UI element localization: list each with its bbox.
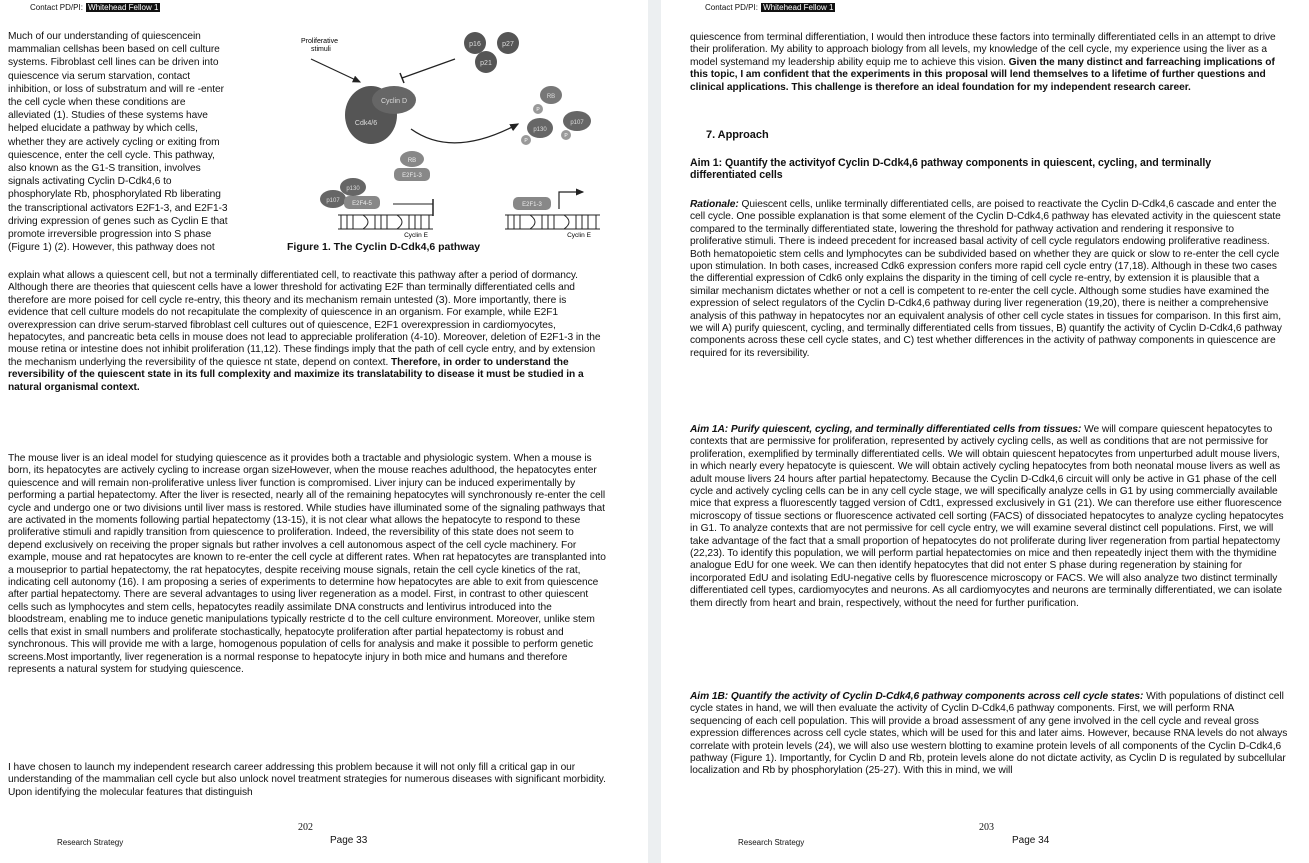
cont-text: quiescence from terminal differentiation, I would then introduce these factors into terminally differentiated cells in an attempt to drive their proliferation. My ability to approach biology from all levels, my knowledge of the cell cycle, my experience using the liver as a model systemand my leadership ability equip me to achieve this vision. [690, 32, 1276, 68]
aim1a-text: We will compare quiescent hepatocytes to contexts that are permissive for proliferation, represented by actively cycling cells, as well as conditions that are not permissive for proliferation, exemplified by terminally differentiated cells. We will obtain quiescent hepatocytes from unperturbed adult mouse livers, in which nearly every hepatocyte is quiescent. We will obtain actively cycling hepatocytes from both neonatal mouse livers as well as adult mouse livers 24 hours after partial hepatectomy. Because the Cyclin D-Cdk4,6 circuit will only be active in G1 phase of the cell cycle and actively cycling cells can be in any cell cycle stage, we will specifically analyze cells in G1 by using commercially available mice that express a fluorescently tagged version of Cdt1, expressed exclusively in G1 (21). We can therefore use either fluorescence microscopy of tissue sections or fluorescence activated cell sorting (FACS) of dissociated hepatocytes to analyze cycling hepatocytes in G1. To analyze contexts that are not permissive for cell cycle entry, we will examine several distinct cell populations. First, we will take advantage of the fact that a small proportion of hepatocytes do not proliferate during liver regeneration from partial hepatectomy (22,23). To identify this population, we will perform partial hepatectomies on mice and then repeatedly inject them with the thymidine analogue EdU for one week. We can then identify hepatocytes that did not enter S phase during regeneration by staining for incorporated EdU and isolating EdU-negative cells by fluorescence microscopy or FACS. We will also analyze two distinct terminally differentiated cell types, cardiomyocytes and neurons. As all cardiomyocytes and neurons are terminally differentiated, we can isolate them directly from heart and brain, respectively, without the need for further purification. [690, 424, 1284, 609]
aim1a-paragraph [690, 424, 1288, 610]
intro-line: also known as the G1-S transition, involves [8, 163, 201, 174]
pathway-figure [283, 29, 605, 257]
page-header [30, 3, 160, 12]
rationale-label: Rationale: [690, 199, 739, 210]
intro-line: the transcriptional activators E2F1-3, and E2F1-3 [8, 202, 228, 214]
intro-line: systems. Fibroblast cell lines can be driven into [8, 57, 219, 69]
e2f45-label: E2F4-5 [352, 201, 372, 207]
footer-section: Research Strategy [57, 838, 124, 847]
cont-bold-text: Given the many distinct and farreaching implications of this topic, I am confident that the experiments in this proposal will lend themselves to a lifetime of further questions and clinical applications. This challenge is therefore an ideal foundation for my independent research career. [690, 56, 1275, 93]
section-heading: 7. Approach [706, 129, 769, 141]
figure-caption: Figure 1. The Cyclin D-Cdk4,6 pathway [287, 241, 481, 253]
footer-number: 203 [979, 822, 994, 833]
career-paragraph: I have chosen to launch my independent research career addressing this problem because it will not only fill a critical gap in our understanding of the mammalian cell cycle but also unlock novel treatment strategies for numerous diseases with significant morbidity. Upon identifying the molecular features that distinguish [8, 762, 606, 798]
intro-line: (Figure 1) (2). However, this pathway does not [8, 242, 215, 254]
intro-bold-text: Therefore, in order to understand the reversibility of the quiescent state in its full complexity and maximize its translatability to disease it must be studied in a natural organismal context. [8, 356, 584, 393]
contact-name: Whitehead Fellow 1 [88, 3, 159, 12]
aim1a-label: Aim 1A: Purify quiescent, cycling, and terminally differentiated cells from tissues: [690, 424, 1082, 435]
cdk46-label: Cdk4/6 [354, 120, 378, 127]
liver-paragraph: The mouse liver is an ideal model for studying quiescence as it provides both a tractable and physiologic system. When a mouse is born, its hepatocytes are actively cycling to increase organ sizeHowever, when the mouse reaches adulthood, the hepatocytes enter quiescence and will remain non-proliferative unless liver function is compromised. Liver injury can be induced experimentally by performing a partial hepatectomy. After the liver is resected, nearly all of the remaining hepatocytes will synchronously re-enter the cell cycle and undergo one or two divisions until liver mass is restored. While studies have illuminated some of the signaling pathways that are activated in the moments following partial hepatectomy (13-15), it is not clear what allows the hepatocyte to respond to these proliferative stimuli and rapidly transition from quiescence to proliferation. Indeed, the reversibility of this state does not seem to depend exclusively on receiving the proper signals but rather involves a cell autonomous aspect of the cell cycle machinery. For example, mouse and rat hepatocytes are known to re-enter the cell cycle at different rates. When rat hepatocytes are transplanted into a mouseprior to partial hepatectomy, the rat hepatocytes, despite receiving mouse signals, retain the cell cycle kinetics of the rat, indicating cell autonomy (16). I am proposing a series of experiments to determine how hepatocytes are able to exit from quiescence after partial hepatectomy. There are several advantages to using liver regeneration as a model. First, in contrast to other quiescent cells such as lymphocytes and stem cells, hepatocytes readily assimilate DNA constructs and lentivirus introduced into the bloodstream, enabling me to induce genetic manipulations typically restricte d to the cell culture environment. Moreover, unlike stem cells that exist in small numbers and proliferate stochastically, hepatocyte proliferation after partial hepatectomy is robust and synchronous. This will provide me with a large, homogenous population of cells for analysis and make it possible to perform genetic screens.Most importantly, liver regeneration is a normal response to hepatocyte injury in both mice and humans and therefore represents a natural system for studying quiescence. [8, 453, 606, 675]
stimuli-arrow [311, 59, 360, 82]
intro-line: quiescence, enter the cell cycle. This pathway, [8, 149, 215, 161]
rb-label: RB [407, 158, 417, 164]
document-page-left [0, 0, 648, 863]
rationale-text: Quiescent cells, unlike terminally differentiated cells, are poised to reactivate the Cyclin D-Cdk4,6 cascade and enter the cell cycle. One possible explanation is that some element of the Cyclin D-Cdk4,6 pathway has elevated activity in the quiescent state compared to the terminally differentiated state, lowering the threshold for pathway activation and rendering it responsive to proliferative stimuli. There is indeed precedent for increased basal activity of cell cycle regulators endowing proliferative readiness. Both hematopoietic stem cells and lymphocytes can be subdivided based on whether they are quick or slow to re-enter the cell cycle upon stimulation. In both cases, increased Cdk6 expression confers more rapid cell cycle entry (17,18). Although in these two cases the differential expression of Cdk6 only explains the disparity in the timing of cell cycle re-entry, by extension it is plausible that a similar mechanism dictates whether or not a cell is competent to re-enter the cell cycle. Although some studies have examined the expression of select regulators of the Cyclin D-Cdk4,6 pathway during liver regeneration (19,20), there is neither a comprehensive analysis of this pathway in hepatocytes nor an equivalent analysis of other cell cycle states in tissues for comparison. In this first aim, we will A) purify quiescent, cycling, and terminally differentiated cells from tissues, B) quantify the activity of Cyclin D-Cdk4,6 pathway components across these cell cycle states, and C) test whether differences in the activity of pathway components in quiescence are required for its reversibility. [690, 199, 1282, 359]
p107-label: p107 [326, 198, 340, 204]
intro-line: signals activating Cyclin D-Cdk4,6 to [8, 176, 172, 188]
intro-line: promote irreversible progression into S phase [8, 229, 212, 240]
intro-line: whether they are actively cycling or exiting from [8, 136, 220, 148]
dna-left [338, 215, 433, 229]
p21-label: p21 [480, 60, 492, 67]
rb-phospho-label: RB [546, 94, 556, 100]
e2f13-repressed-label: E2F1-3 [402, 173, 422, 179]
footer-section: Research Strategy [738, 838, 805, 847]
footer-page: Page 34 [1012, 835, 1050, 846]
dna-right [505, 215, 600, 229]
intro-line: the cell cycle when these conditions are [8, 97, 186, 108]
fig-label-proliferative-stimuli: Proliferative [301, 38, 338, 45]
inhibition-line [402, 59, 455, 78]
contact-label: Contact PD/PI: [705, 3, 758, 12]
transcription-arrow [559, 192, 583, 209]
p16-label: p16 [469, 41, 481, 48]
fig-label-stimuli: stimuli [311, 46, 331, 53]
footer-page: Page 33 [330, 835, 368, 846]
contact-label: Contact PD/PI: [30, 3, 83, 12]
intro-line: mammalian cellshas been based on cell culture [8, 44, 220, 56]
p27-label: p27 [502, 41, 514, 48]
intro-line: inhibition, or loss of substratum and will re -enter [8, 83, 224, 95]
aim1-title: Aim 1: Quantify the activityof Cyclin D-Cdk4,6 pathway components in quiescent, cycling, and terminally differentiated cells [690, 157, 1212, 182]
phosphate-label-1: P [536, 107, 540, 113]
cyclin-d-label: Cyclin D [380, 98, 408, 105]
p130-phospho-label: p130 [533, 127, 547, 133]
intro-line: Much of our understanding of quiescencein [8, 31, 201, 42]
phosphate-label-3: P [524, 138, 528, 144]
intro-line: driving expression of genes such as Cyclin E that [8, 215, 228, 227]
career-paragraph-continued [690, 32, 1287, 94]
aim1b-label: Aim 1B: Quantify the activity of Cyclin D-Cdk4,6 pathway components across cell cycle states: [690, 691, 1144, 702]
p107-phospho-label: p107 [570, 120, 584, 126]
cyclin-e-label-right: Cyclin E [567, 232, 591, 239]
intro-line: helped elucidate a pathway by which cells, [8, 123, 198, 135]
intro-paragraph-continued [8, 270, 604, 394]
document-page-right [661, 0, 1309, 863]
footer-number: 202 [298, 822, 313, 833]
intro-line: quiescence via serum starvation, contact [8, 70, 191, 82]
phosphorylation-arrow [411, 124, 518, 143]
contact-name: Whitehead Fellow 1 [763, 3, 834, 12]
intro-rest-text: explain what allows a quiescent cell, but not a terminally differentiated cell, to reactivate this pathway after a period of dormancy. Although there are theories that quiescent cells have a lower threshold for activating E2F than terminally differentiated cells and therefore are more poised for cell cycle re-entry, this theory and its mechanism remain untested (3). More importantly, there is evidence that cell culture models do not recapitulate the complexity of quiescence in an organism. For example, while E2F1 overexpression can drive serum-starved fibroblast cell cultures out of quiescence, E2F1 overexpression in cardiomyocytes, hepatocytes, and pancreatic beta cells in mouse does not lead to appreciable proliferation (4-10). Moreover, deletion of E2F1-3 in the mouse retina or intestine does not inhibit proliferation (11,12). These findings imply that the path of cell cycle entry, and by extension the mechanism underlying the reversibility of the quiesce nt state, depend on context. [8, 270, 601, 368]
rationale-paragraph [690, 199, 1288, 360]
aim1b-paragraph [690, 691, 1288, 778]
intro-line: alleviated (1). Studies of these systems have [8, 110, 208, 122]
page-header [705, 3, 835, 12]
intro-line: phosphorylate Rb, phosphorylated Rb liberating [8, 189, 221, 201]
phosphate-label-2: P [564, 133, 568, 139]
cyclin-e-label-left: Cyclin E [404, 232, 428, 239]
aim1b-text: With populations of distinct cell cycle states in hand, we will then evaluate the activity of Cyclin D-Cdk4,6 pathway components. First, we will perform RNA sequencing of each cell population. This will provide a broad assessment of any gene involved in the cell cycle and reveal gross expression differences across cell cycle states, which will be used for this and later aims. However, because RNA levels do not always correlate with protein levels (24), we will also use western blotting to examine protein levels of all components of the Cyclin D-Cdk4,6 pathway (Figure 1). Importantly, for Cyclin D and Rb, protein levels alone do not dictate activity, as Cyclin D is regulated by subcellular localization and Rb by phosphorylation (25-27). With this in mind, we will [690, 691, 1288, 777]
p130-label: p130 [346, 186, 360, 192]
e2f13-active-label: E2F1-3 [522, 202, 542, 208]
